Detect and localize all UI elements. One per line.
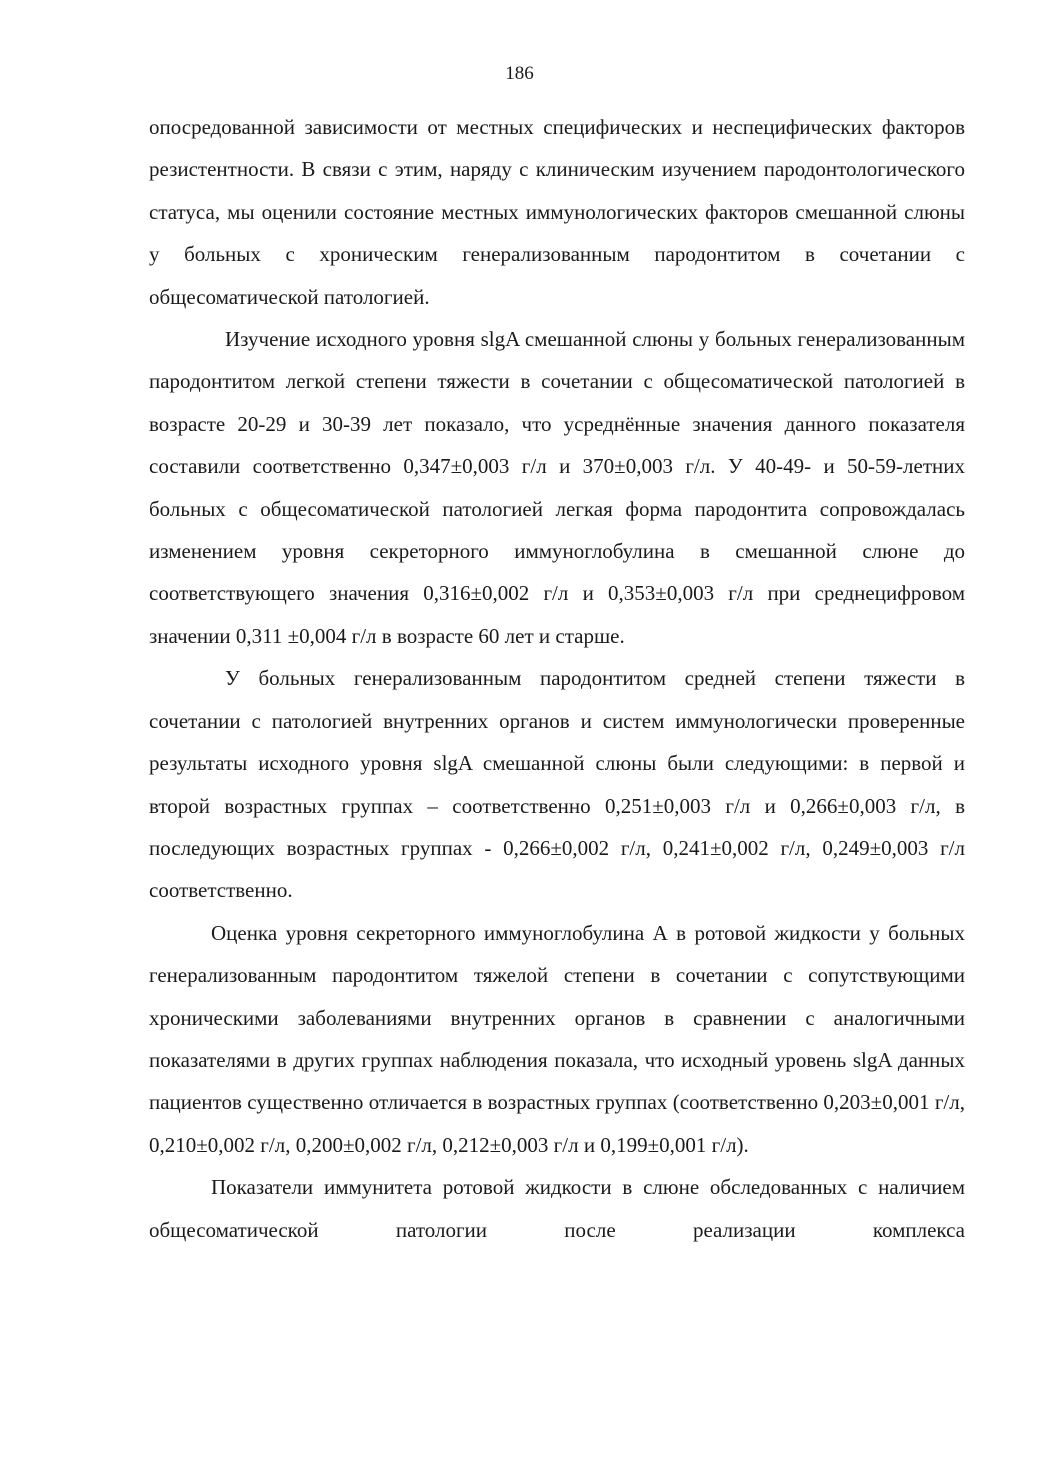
page-number: 186 [505,63,534,84]
paragraph-2: Изучение исходного уровня slgA смешанной слюны у больных генерализованным пародонтитом легкой степени тяжести в сочетании с общесоматической патологией в возрасте 20-29 и 30-39 лет показало, что усреднённые значения данного показателя составили соответственно 0,347±0,003 г/л и 370±0,003 г/л. У 40-49- и 50-59-летних больных с общесоматической патологией легкая форма пародонтита сопровождалась изменением уровня секреторного иммуноглобулина в смешанной слюне до соответствующего значения 0,316±0,002 г/л и 0,353±0,003 г/л при среднецифровом значении 0,311 ±0,004 г/л в возрасте 60 лет и старше. [149,327,965,648]
paragraph-3: У больных генерализованным пародонтитом средней степени тяжести в сочетании с патологией внутренних органов и систем иммунологически проверенные результаты исходного уровня slgA смешанной слюны были следующими: в первой и второй возрастных группах – соответственно 0,251±0,003 г/л и 0,266±0,003 г/л, в последующих возрастных группах - 0,266±0,002 г/л, 0,241±0,002 г/л, 0,249±0,003 г/л соответственно. [149,666,965,903]
paragraph-4: Оценка уровня секреторного иммуноглобулина А в ротовой жидкости у больных генерализованным пародонтитом тяжелой степени в сочетании с сопутствующими хроническими заболеваниями внутренних органов в сравнении с аналогичными показателями в других группах наблюдения показала, что исходный уровень slgA данных пациентов существенно отличается в возрастных группах (соответственно 0,203±0,001 г/л, 0,210±0,002 г/л, 0,200±0,002 г/л, 0,212±0,003 г/л и 0,199±0,001 г/л). [149,920,965,1157]
paragraph-1: опосредованной зависимости от местных специфических и неспецифических факторов резистентности. В связи с этим, наряду с клиническим изучением пародонтологического статуса, мы оценили состояние местных иммунологических факторов смешанной слюны у больных с хроническим генерализованным пародонтитом в сочетании с общесоматической патологией. [149,115,965,309]
document-body [149,106,965,1251]
paragraph-5: Показатели иммунитета ротовой жидкости в слюне обследованных с наличием общесоматической патологии после реализации комплекса [149,1175,965,1242]
